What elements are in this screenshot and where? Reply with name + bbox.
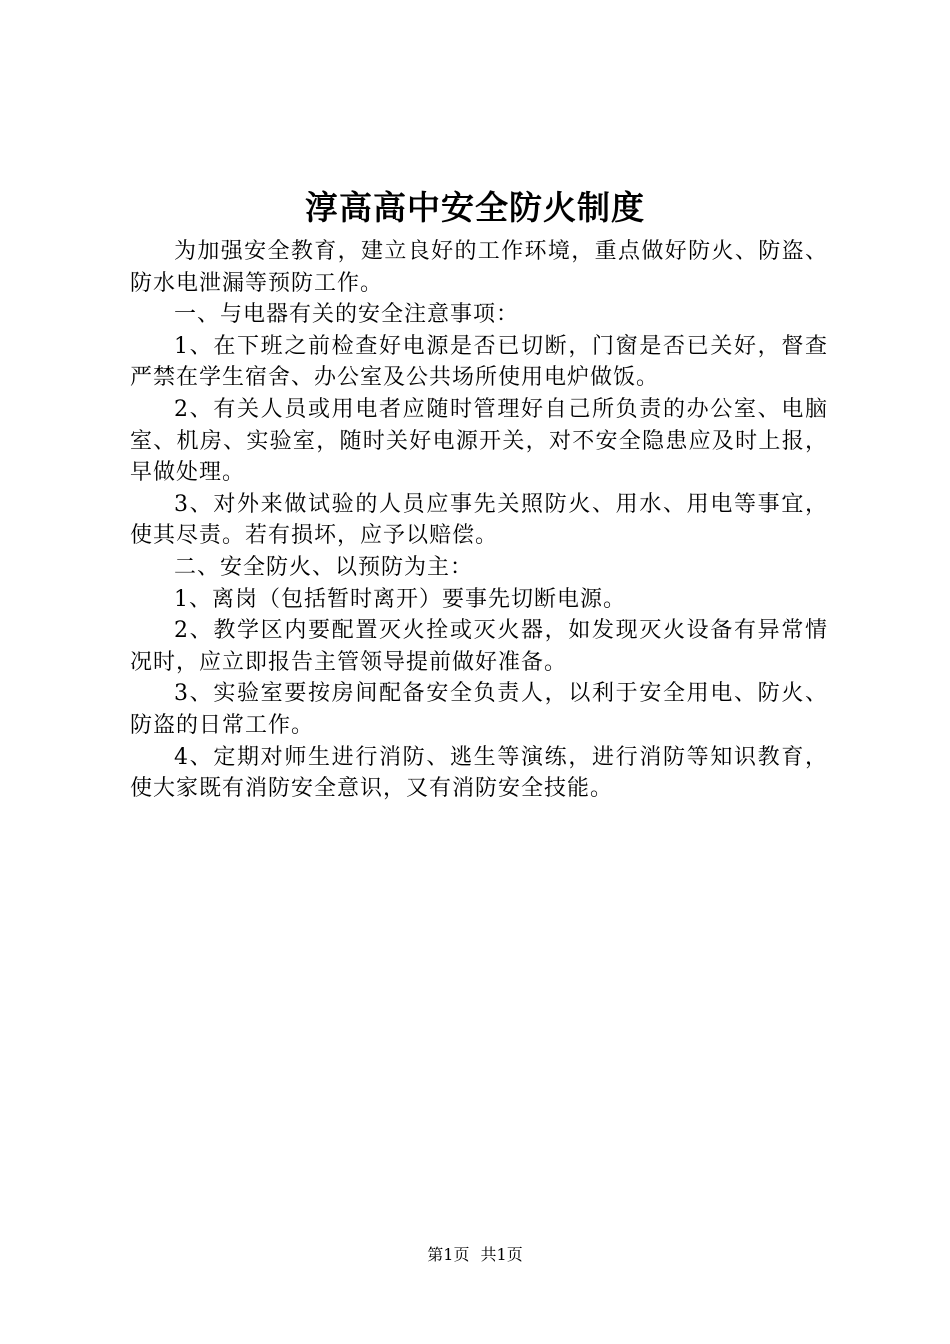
- page-footer: [0, 1244, 950, 1266]
- section-heading-fire-prevention: 二、安全防火、以预防为主：: [174, 554, 474, 580]
- document-body: [130, 236, 828, 805]
- page-number-total: 共1页: [480, 1245, 523, 1264]
- paragraph-item: 1、在下班之前检查好电源是否已切断，门窗是否已关好，督查严禁在学生宿舍、办公室及公共场所使用电炉做饭。: [130, 333, 828, 391]
- paragraph-item: 3、实验室要按房间配备安全负责人，以利于安全用电、防火、防盗的日常工作。: [130, 681, 828, 738]
- paragraph-item: 2、教学区内要配置灭火拴或灭火器，如发现灭火设备有异常情况时，应立即报告主管领导提前做好准备。: [130, 618, 828, 675]
- section-heading-electrical: 一、与电器有关的安全注意事项：: [174, 302, 520, 328]
- paragraph-item: 2、有关人员或用电者应随时管理好自己所负责的办公室、电脑室、机房、实验室，随时关好电源开关，对不安全隐患应及时上报，早做处理。: [130, 396, 828, 486]
- paragraph-item: 3、对外来做试验的人员应事先关照防火、用水、用电等事宜，使其尽责。若有损坏，应予以赔偿。: [130, 491, 828, 549]
- paragraph-item: 4、定期对师生进行消防、逃生等演练，进行消防等知识教育，使大家既有消防安全意识，又有消防安全技能。: [130, 744, 828, 802]
- document-title: 淳高高中安全防火制度: [305, 188, 645, 227]
- paragraph-intro: 为加强安全教育，建立良好的工作环境，重点做好防火、防盗、防水电泄漏等预防工作。: [130, 239, 828, 296]
- paragraph-item: 1、离岗（包括暂时离开）要事先切断电源。: [174, 586, 626, 612]
- page-number-current: 第1页: [427, 1245, 470, 1264]
